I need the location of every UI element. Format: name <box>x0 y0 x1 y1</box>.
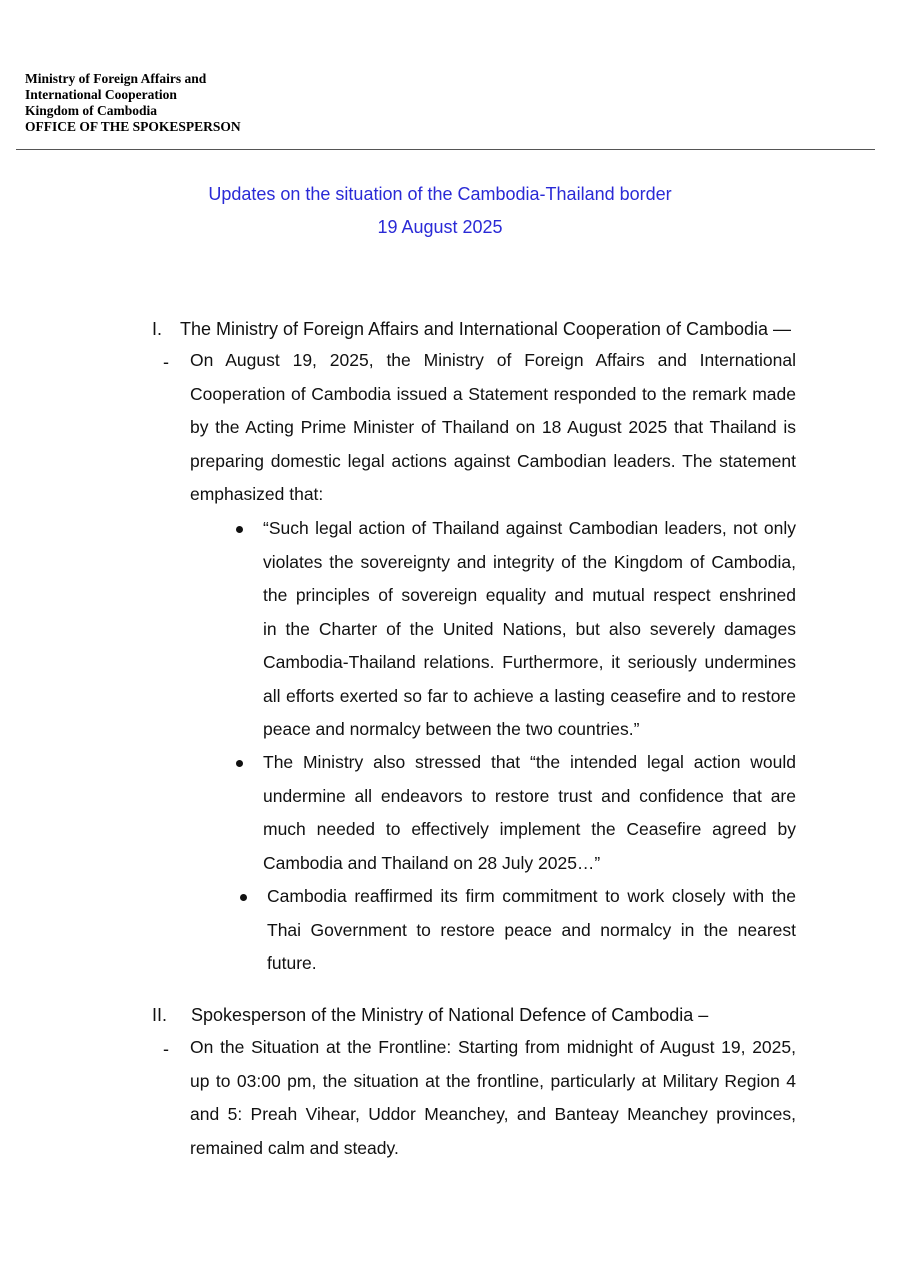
bullet-icon <box>236 526 243 533</box>
text-line: On August 19, 2025, the Ministry of Foreign Affairs and International <box>190 350 796 370</box>
section1-paragraph <box>190 344 796 512</box>
text-line: much needed to effectively implement the Ceasefire agreed by <box>263 819 796 839</box>
section2-paragraph <box>190 1031 796 1165</box>
text-line: undermine all endeavors to restore trust and confidence that are <box>263 785 796 806</box>
text-line: Cambodia and Thailand on 28 July 2025…” <box>263 852 601 873</box>
text-line: all efforts exerted so far to achieve a lasting ceasefire and to restore <box>263 685 796 706</box>
text-line: preparing domestic legal actions against Cambodian leaders. The statement <box>190 450 796 471</box>
text-line: in the Charter of the United Nations, but also severely damages <box>263 618 796 639</box>
letterhead-line: OFFICE OF THE SPOKESPERSON <box>25 119 241 134</box>
document-date: 19 August 2025 <box>377 217 503 237</box>
text-line: Cambodia-Thailand relations. Furthermore, it seriously undermines <box>263 652 796 672</box>
text-line: future. <box>267 953 317 973</box>
bullet-item <box>263 512 796 747</box>
text-line: the principles of sovereign equality and mutual respect enshrined <box>263 585 796 605</box>
bullet-icon <box>236 760 243 767</box>
header-divider <box>16 149 875 150</box>
bullet-item <box>267 880 796 981</box>
bullet-item <box>263 746 796 880</box>
text-line: “Such legal action of Thailand against Cambodian leaders, not only <box>263 518 796 538</box>
text-line: Cooperation of Cambodia issued a Statement responded to the remark made <box>190 383 796 404</box>
text-line: remained calm and steady. <box>190 1137 399 1158</box>
document-title: Updates on the situation of the Cambodia-Thailand border <box>208 184 672 204</box>
section-heading: The Ministry of Foreign Affairs and International Cooperation of Cambodia — <box>180 319 791 339</box>
text-line: and 5: Preah Vihear, Uddor Meanchey, and Banteay Meanchey provinces, <box>190 1104 796 1124</box>
frontline-label: On the Situation at the Frontline <box>190 1037 447 1057</box>
text-line: Cambodia reaffirmed its firm commitment to work closely with the <box>267 886 796 906</box>
letterhead-line: Kingdom of Cambodia <box>25 103 158 118</box>
list-dash: - <box>163 1039 169 1059</box>
letterhead-line: Ministry of Foreign Affairs and <box>25 71 207 86</box>
section-number: II. <box>152 1005 168 1025</box>
text-line: peace and normalcy between the two countries.” <box>263 719 640 739</box>
letterhead <box>25 71 241 135</box>
text-line: emphasized that: <box>190 484 324 504</box>
text-fragment: : Starting from midnight of August 19, 2025, <box>446 1037 796 1057</box>
section-heading: Spokesperson of the Ministry of National Defence of Cambodia – <box>191 1005 709 1025</box>
text-line: The Ministry also stressed that “the intended legal action would <box>263 752 796 772</box>
list-dash: - <box>163 352 169 372</box>
text-line: by the Acting Prime Minister of Thailand on 18 August 2025 that Thailand is <box>190 417 796 437</box>
bullet-icon <box>240 894 247 901</box>
letterhead-line: International Cooperation <box>25 87 177 102</box>
text-line: Thai Government to restore peace and normalcy in the nearest <box>267 919 796 940</box>
text-line: violates the sovereignty and integrity of the Kingdom of Cambodia, <box>263 551 796 572</box>
text-line <box>190 1031 796 1065</box>
text-line: up to 03:00 pm, the situation at the frontline, particularly at Military Region 4 <box>190 1070 796 1091</box>
section-number: I. <box>152 319 163 339</box>
